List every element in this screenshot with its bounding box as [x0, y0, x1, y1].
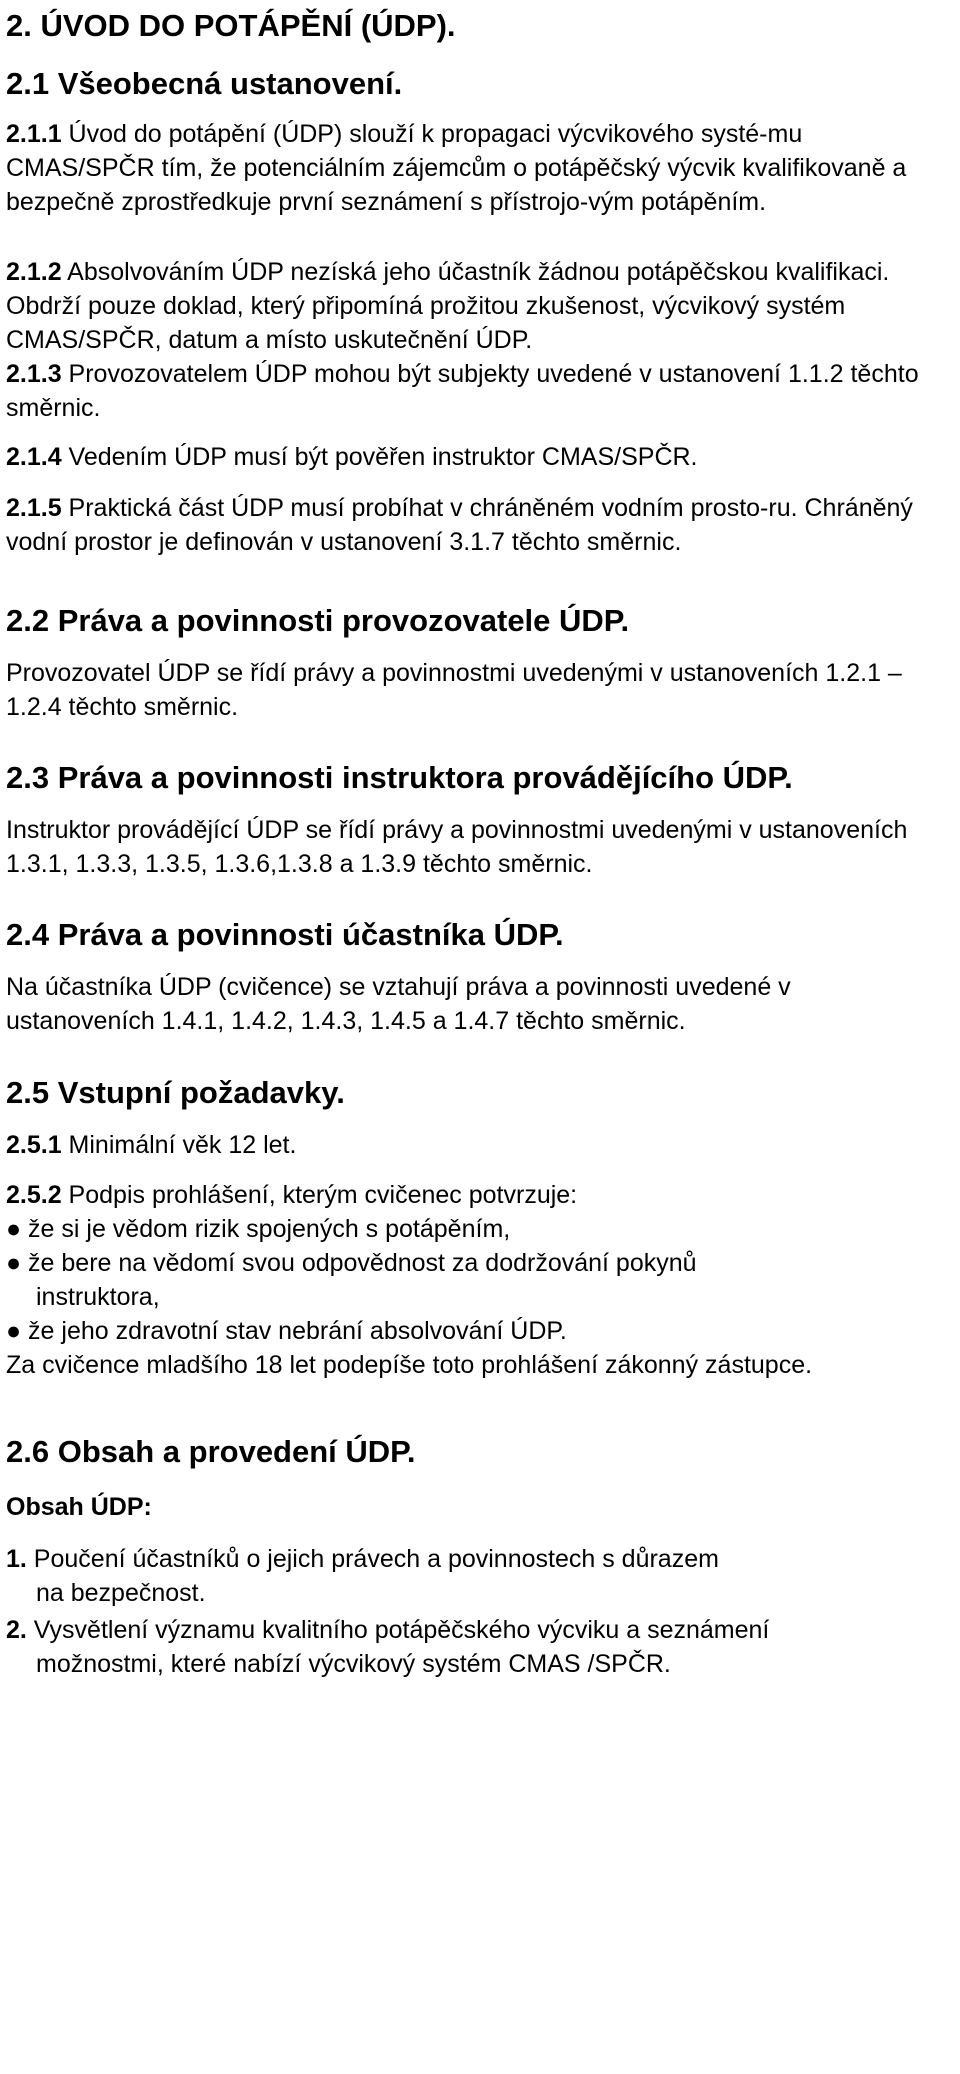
bullet-item: ● že jeho zdravotní stav nebrání absolvování ÚDP.	[6, 1317, 567, 1345]
paragraph-2-4: Na účastníka ÚDP (cvičence) se vztahují práva a povinnosti uvedené v ustanoveních 1.4.1, 1.4.2, 1.4.3, 1.4.5 a 1.4.7 těchto směrnic.	[6, 973, 791, 1035]
paragraph-text: Provozovatelem ÚDP mohou být subjekty uvedené v ustanovení 1.1.2 těchto směrnic.	[6, 360, 919, 422]
paragraph-2-3: Instruktor provádějící ÚDP se řídí právy a povinnostmi uvedenými v ustanoveních 1.3.1, 1.3.3, 1.3.5, 1.3.6,1.3.8 a 1.3.9 těchto směrnic.	[6, 816, 908, 878]
paragraph-text: Minimální věk 12 let.	[61, 1131, 297, 1159]
paragraph-text: Podpis prohlášení, kterým cvičenec potvrzuje:	[61, 1181, 578, 1209]
paragraph-minor-signature: Za cvičence mladšího 18 let podepíše toto prohlášení zákonný zástupce.	[6, 1351, 813, 1379]
section-heading-2-2: 2.2 Práva a povinnosti provozovatele ÚDP.	[6, 603, 630, 638]
section-heading-2-1: 2.1 Všeobecná ustanovení.	[6, 66, 403, 101]
paragraph-text: Absolvováním ÚDP nezíská jeho účastník žádnou potápěčskou kvalifikaci. Obdrží pouze doklad, který připomíná prožitou zkušenost, výcvikový systém CMAS/SPČR, datum a místo uskutečnění ÚDP.	[6, 258, 890, 354]
section-heading-2-5: 2.5 Vstupní požadavky.	[6, 1075, 345, 1110]
paragraph-number: 2.5.1	[6, 1131, 62, 1159]
list-number: 1.	[6, 1545, 27, 1573]
paragraph-2-1-1	[6, 117, 946, 219]
list-item	[6, 1542, 946, 1610]
list-item	[6, 1613, 946, 1681]
paragraph-2-2: Provozovatel ÚDP se řídí právy a povinnostmi uvedenými v ustanoveních 1.2.1 – 1.2.4 těchto směrnic.	[6, 659, 902, 721]
paragraph-2-5-1	[6, 1128, 946, 1162]
list-text: Vysvětlení významu kvalitního potápěčského výcviku a seznámení	[26, 1616, 770, 1644]
section-heading-2-3: 2.3 Práva a povinnosti instruktora provádějícího ÚDP.	[6, 760, 793, 795]
paragraph-2-5-2	[6, 1178, 946, 1212]
section-heading-2-4: 2.4 Práva a povinnosti účastníka ÚDP.	[6, 917, 564, 952]
paragraph-2-1-5	[6, 491, 946, 559]
subheading-obsah: Obsah ÚDP:	[6, 1493, 152, 1521]
section-heading-2-6: 2.6 Obsah a provedení ÚDP.	[6, 1434, 416, 1469]
paragraph-2-1-2	[6, 255, 946, 357]
declaration-bullets	[6, 1212, 946, 1348]
paragraph-number: 2.1.4	[6, 443, 62, 471]
list-text-continuation: na bezpečnost.	[36, 1579, 206, 1607]
paragraph-2-1-3	[6, 357, 946, 425]
paragraph-text: Úvod do potápění (ÚDP) slouží k propagaci výcvikového systé-mu CMAS/SPČR tím, že potenciálním zájemcům o potápěčský výcvik kvalifikovaně a bezpečně zprostředkuje první seznámení s přístrojo-vým potápěním.	[6, 120, 907, 216]
bullet-item: ● že si je vědom rizik spojených s potápěním,	[6, 1215, 511, 1243]
paragraph-number: 2.1.1	[6, 120, 62, 148]
list-number: 2.	[6, 1616, 27, 1644]
paragraph-number: 2.1.5	[6, 494, 62, 522]
paragraph-number: 2.1.3	[6, 360, 62, 388]
paragraph-2-1-4	[6, 440, 946, 474]
paragraph-number: 2.5.2	[6, 1181, 62, 1209]
bullet-item: ● že bere na vědomí svou odpovědnost za dodržování pokynů	[6, 1249, 697, 1277]
bullet-item-continuation: instruktora,	[36, 1283, 160, 1311]
list-text-continuation: možnostmi, které nabízí výcvikový systém CMAS /SPČR.	[36, 1650, 671, 1678]
paragraph-text: Vedením ÚDP musí být pověřen instruktor CMAS/SPČR.	[61, 443, 698, 471]
paragraph-text: Praktická část ÚDP musí probíhat v chráněném vodním prosto-ru. Chráněný vodní prostor je definován v ustanovení 3.1.7 těchto směrnic.	[6, 494, 913, 556]
chapter-heading: 2. ÚVOD DO POTÁPĚNÍ (ÚDP).	[6, 8, 456, 43]
paragraph-number: 2.1.2	[6, 258, 62, 286]
list-text: Poučení účastníků o jejich právech a povinnostech s důrazem	[26, 1545, 719, 1573]
